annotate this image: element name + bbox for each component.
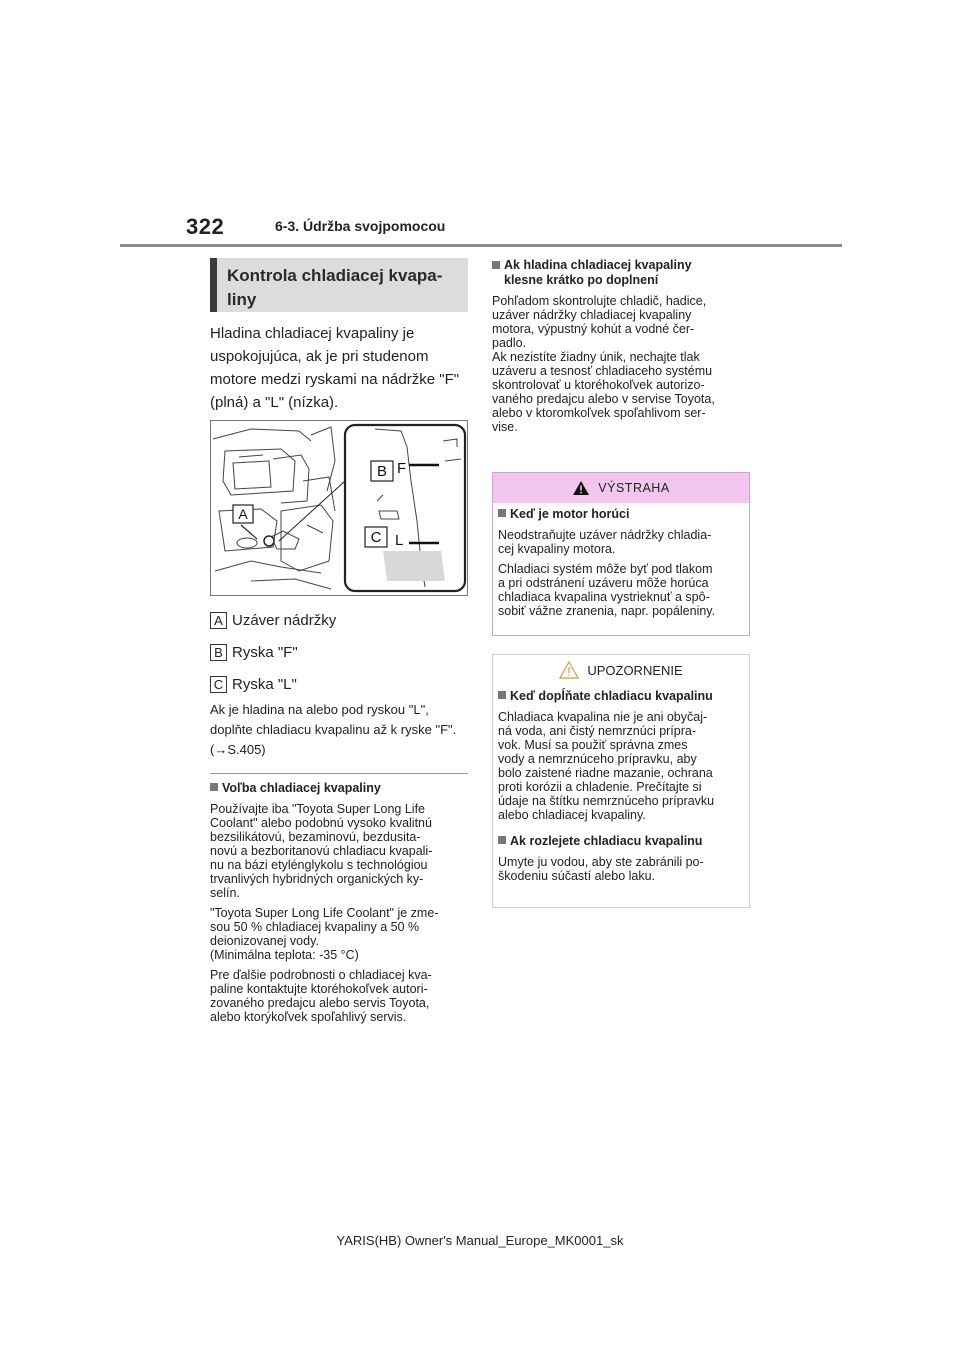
- warning-header: [493, 473, 749, 503]
- notice-header: [493, 655, 749, 685]
- divider: [210, 773, 468, 774]
- notice-box: [492, 654, 750, 908]
- figure-mark-f: F: [397, 460, 407, 477]
- figure-callout-b: B: [376, 463, 388, 480]
- section-heading: [210, 258, 468, 312]
- header-rule: [120, 244, 842, 247]
- legend-item: [210, 604, 470, 636]
- legend-item: [210, 668, 470, 700]
- notice-triangle-icon: [559, 661, 579, 679]
- square-bullet-icon: [498, 691, 506, 699]
- warning-label: VÝSTRAHA: [598, 481, 670, 495]
- notice-p1: Chladiaca kvapalina nie je ani obyčaj- ná voda, ani čistý nemrznúci prípra- vok. Musí sa použiť správna zmes vody a nemrznúceho prípravku, aby bolo zaistené riadne mazanie, ochrana proti korózii a chladenie. Prečítajte si údaje na štítku nemrznúceho prípravku alebo chladiacej kvapaliny.: [498, 710, 715, 822]
- legend-key: C: [210, 676, 227, 693]
- coolant-choice-p2: "Toyota Super Long Life Coolant" je zme- sou 50 % chladiacej kvapaliny a 50 % deionizovanej vody. (Minimálna teplota: -35 °C): [210, 906, 439, 962]
- coolant-choice-section: [210, 781, 472, 1024]
- warning-box: [492, 472, 750, 636]
- low-level-section: [492, 258, 754, 434]
- square-bullet-icon: [498, 509, 506, 517]
- engine-bay-illustration: [211, 421, 468, 596]
- coolant-choice-heading: Voľba chladiacej kvapaliny: [210, 781, 472, 796]
- notice-title-1: Keď dopĺňate chladiacu kvapalinu: [498, 689, 744, 704]
- legend-item: [210, 636, 470, 668]
- notice-p2: Umyte ju vodou, aby ste zabránili po- škodeniu súčastí alebo laku.: [498, 855, 704, 883]
- intro-paragraph: Hladina chladiacej kvapaliny je uspokojujúca, ak je pri studenom motore medzi ryskami na nádržke "F" (plná) a "L" (nízka).: [210, 325, 460, 411]
- warning-p1: Neodstraňujte uzáver nádržky chladia- cej kvapaliny motora.: [498, 528, 712, 556]
- low-level-text: Pohľadom skontrolujte chladič, hadice, uzáver nádržky chladiacej kvapaliny motora, výpustný kohút a vodné čer- padlo. Ak nezistíte žiadny únik, nechajte tlak uzáveru a tesnosť chladiaceho systému skontrolovať u ktoréhokoľvek autorizo- vaného predajcu alebo v servise Toyota, alebo v ktoromkoľvek spoľahlivom ser- vise.: [492, 294, 715, 434]
- square-bullet-icon: [210, 783, 218, 791]
- legend-text: Ryska "F": [232, 643, 298, 661]
- page-number: 322: [186, 214, 225, 239]
- warning-triangle-icon: [572, 480, 590, 496]
- coolant-choice-p1: Používajte iba "Toyota Super Long Life Coolant" alebo podobnú vysoko kvalitnú bezsilikátovú, bezaminovú, bezdusita- novú a bezboritanovú chladiacu kvapali- nu na bázi etylénglykolu s technológiou trvanlivých hybridných organických ky- selín.: [210, 802, 433, 900]
- legend-key: B: [210, 644, 227, 661]
- section-title: 6-3. Údržba svojpomocou: [275, 218, 446, 234]
- figure-mark-l: L: [395, 532, 404, 549]
- section-heading-text: Kontrola chladiacej kvapa-liny: [227, 266, 443, 309]
- figure-callout-a: A: [238, 506, 248, 522]
- square-bullet-icon: [498, 836, 506, 844]
- warning-p2: Chladiaci systém môže byť pod tlakom a pri odstránení uzáveru môže horúca chladiaca kvapalina vystrieknuť a spô- sobiť vážne zranenia, napr. popáleniny.: [498, 562, 716, 618]
- low-level-heading: Ak hladina chladiacej kvapaliny klesne krátko po doplnení: [492, 258, 754, 288]
- legend-key: A: [210, 612, 227, 629]
- square-bullet-icon: [492, 261, 500, 269]
- page-footer: YARIS(HB) Owner's Manual_Europe_MK0001_sk: [336, 1233, 624, 1248]
- warning-title: Keď je motor horúci: [498, 507, 744, 522]
- coolant-reservoir-figure: [210, 420, 468, 596]
- figure-legend: [210, 604, 470, 700]
- figure-callout-c: C: [370, 529, 382, 546]
- notice-title-2: Ak rozlejete chladiacu kvapalinu: [498, 834, 744, 849]
- coolant-choice-p3: Pre ďalšie podrobnosti o chladiacej kva- paline kontaktujte ktoréhokoľvek autori- zovaného predajcu alebo servis Toyota, alebo ktorýkoľvek spoľahlivý servis.: [210, 968, 432, 1024]
- legend-text: Uzáver nádržky: [232, 611, 337, 629]
- notice-body: [493, 685, 749, 887]
- legend-text: Ryska "L": [232, 675, 297, 693]
- fill-instruction: Ak je hladina na alebo pod ryskou "L", doplňte chladiacu kvapalinu až k ryske "F". (→S.405): [210, 702, 457, 757]
- notice-label: UPOZORNENIE: [587, 662, 683, 678]
- warning-body: [493, 503, 749, 622]
